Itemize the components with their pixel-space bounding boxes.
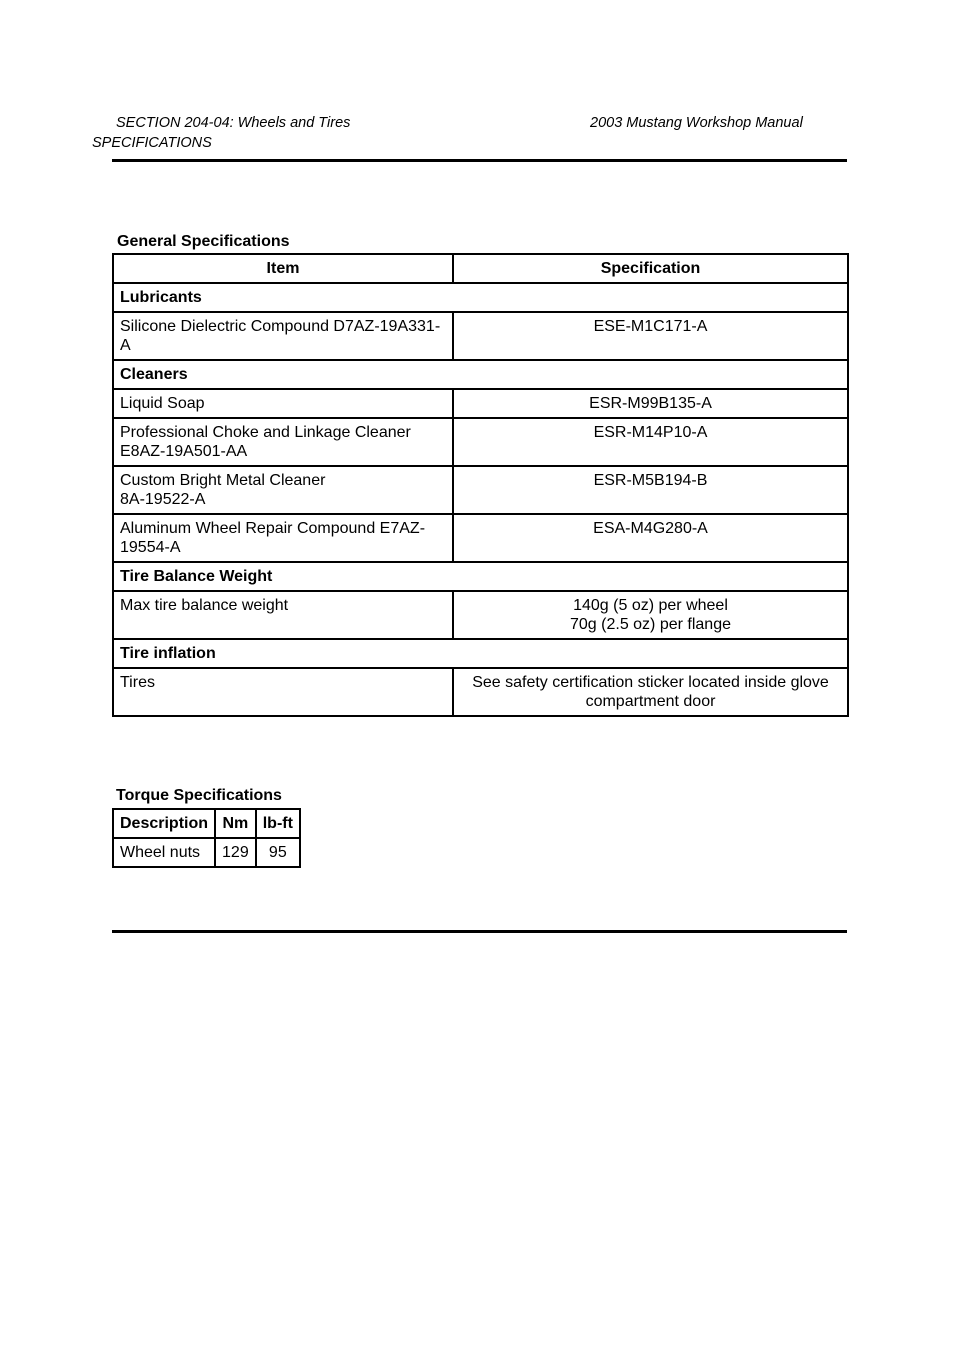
section-row bbox=[113, 639, 848, 668]
general-specs-header-row bbox=[113, 254, 848, 283]
specification-cell: See safety certification sticker located inside glove compartment door bbox=[453, 668, 848, 716]
table-row bbox=[113, 668, 848, 716]
nm-cell: 129 bbox=[215, 838, 256, 867]
specification-cell: ESR-M99B135-A bbox=[453, 389, 848, 418]
specification-cell: ESE-M1C171-A bbox=[453, 312, 848, 360]
item-cell: Aluminum Wheel Repair Compound E7AZ-19554-A bbox=[113, 514, 453, 562]
item-cell: Silicone Dielectric Compound D7AZ-19A331-A bbox=[113, 312, 453, 360]
column-header-specification: Specification bbox=[453, 254, 848, 283]
header-section-title: SECTION 204-04: Wheels and Tires bbox=[116, 115, 351, 131]
table-row bbox=[113, 838, 300, 867]
column-header-nm: Nm bbox=[215, 809, 256, 838]
table-row bbox=[113, 389, 848, 418]
item-cell: Tires bbox=[113, 668, 453, 716]
torque-specs-body bbox=[113, 838, 300, 867]
general-specs-table bbox=[112, 253, 849, 717]
specification-cell: 140g (5 oz) per wheel 70g (2.5 oz) per flange bbox=[453, 591, 848, 639]
section-label: Cleaners bbox=[113, 360, 848, 389]
section-label: Lubricants bbox=[113, 283, 848, 312]
column-header-item: Item bbox=[113, 254, 453, 283]
item-cell: Max tire balance weight bbox=[113, 591, 453, 639]
table-row bbox=[113, 466, 848, 514]
lbft-cell: 95 bbox=[256, 838, 300, 867]
bottom-divider bbox=[112, 930, 847, 933]
torque-specs-title: Torque Specifications bbox=[116, 787, 282, 804]
table-row bbox=[113, 514, 848, 562]
specification-cell: ESR-M5B194-B bbox=[453, 466, 848, 514]
torque-specs-header-row bbox=[113, 809, 300, 838]
general-specs-title: General Specifications bbox=[117, 233, 290, 250]
top-divider bbox=[112, 159, 847, 162]
specification-cell: ESR-M14P10-A bbox=[453, 418, 848, 466]
header-manual-title: 2003 Mustang Workshop Manual bbox=[590, 115, 803, 131]
section-row bbox=[113, 283, 848, 312]
section-row bbox=[113, 360, 848, 389]
item-cell: Custom Bright Metal Cleaner 8A-19522-A bbox=[113, 466, 453, 514]
table-row bbox=[113, 418, 848, 466]
description-cell: Wheel nuts bbox=[113, 838, 215, 867]
column-header-lbft: lb-ft bbox=[256, 809, 300, 838]
torque-specs-table bbox=[112, 808, 301, 868]
table-row bbox=[113, 591, 848, 639]
header-subsection: SPECIFICATIONS bbox=[92, 135, 212, 151]
item-cell: Professional Choke and Linkage Cleaner E8AZ-19A501-AA bbox=[113, 418, 453, 466]
general-specs-body bbox=[113, 283, 848, 716]
column-header-description: Description bbox=[113, 809, 215, 838]
item-cell: Liquid Soap bbox=[113, 389, 453, 418]
section-label: Tire Balance Weight bbox=[113, 562, 848, 591]
table-row bbox=[113, 312, 848, 360]
section-row bbox=[113, 562, 848, 591]
section-label: Tire inflation bbox=[113, 639, 848, 668]
specification-cell: ESA-M4G280-A bbox=[453, 514, 848, 562]
